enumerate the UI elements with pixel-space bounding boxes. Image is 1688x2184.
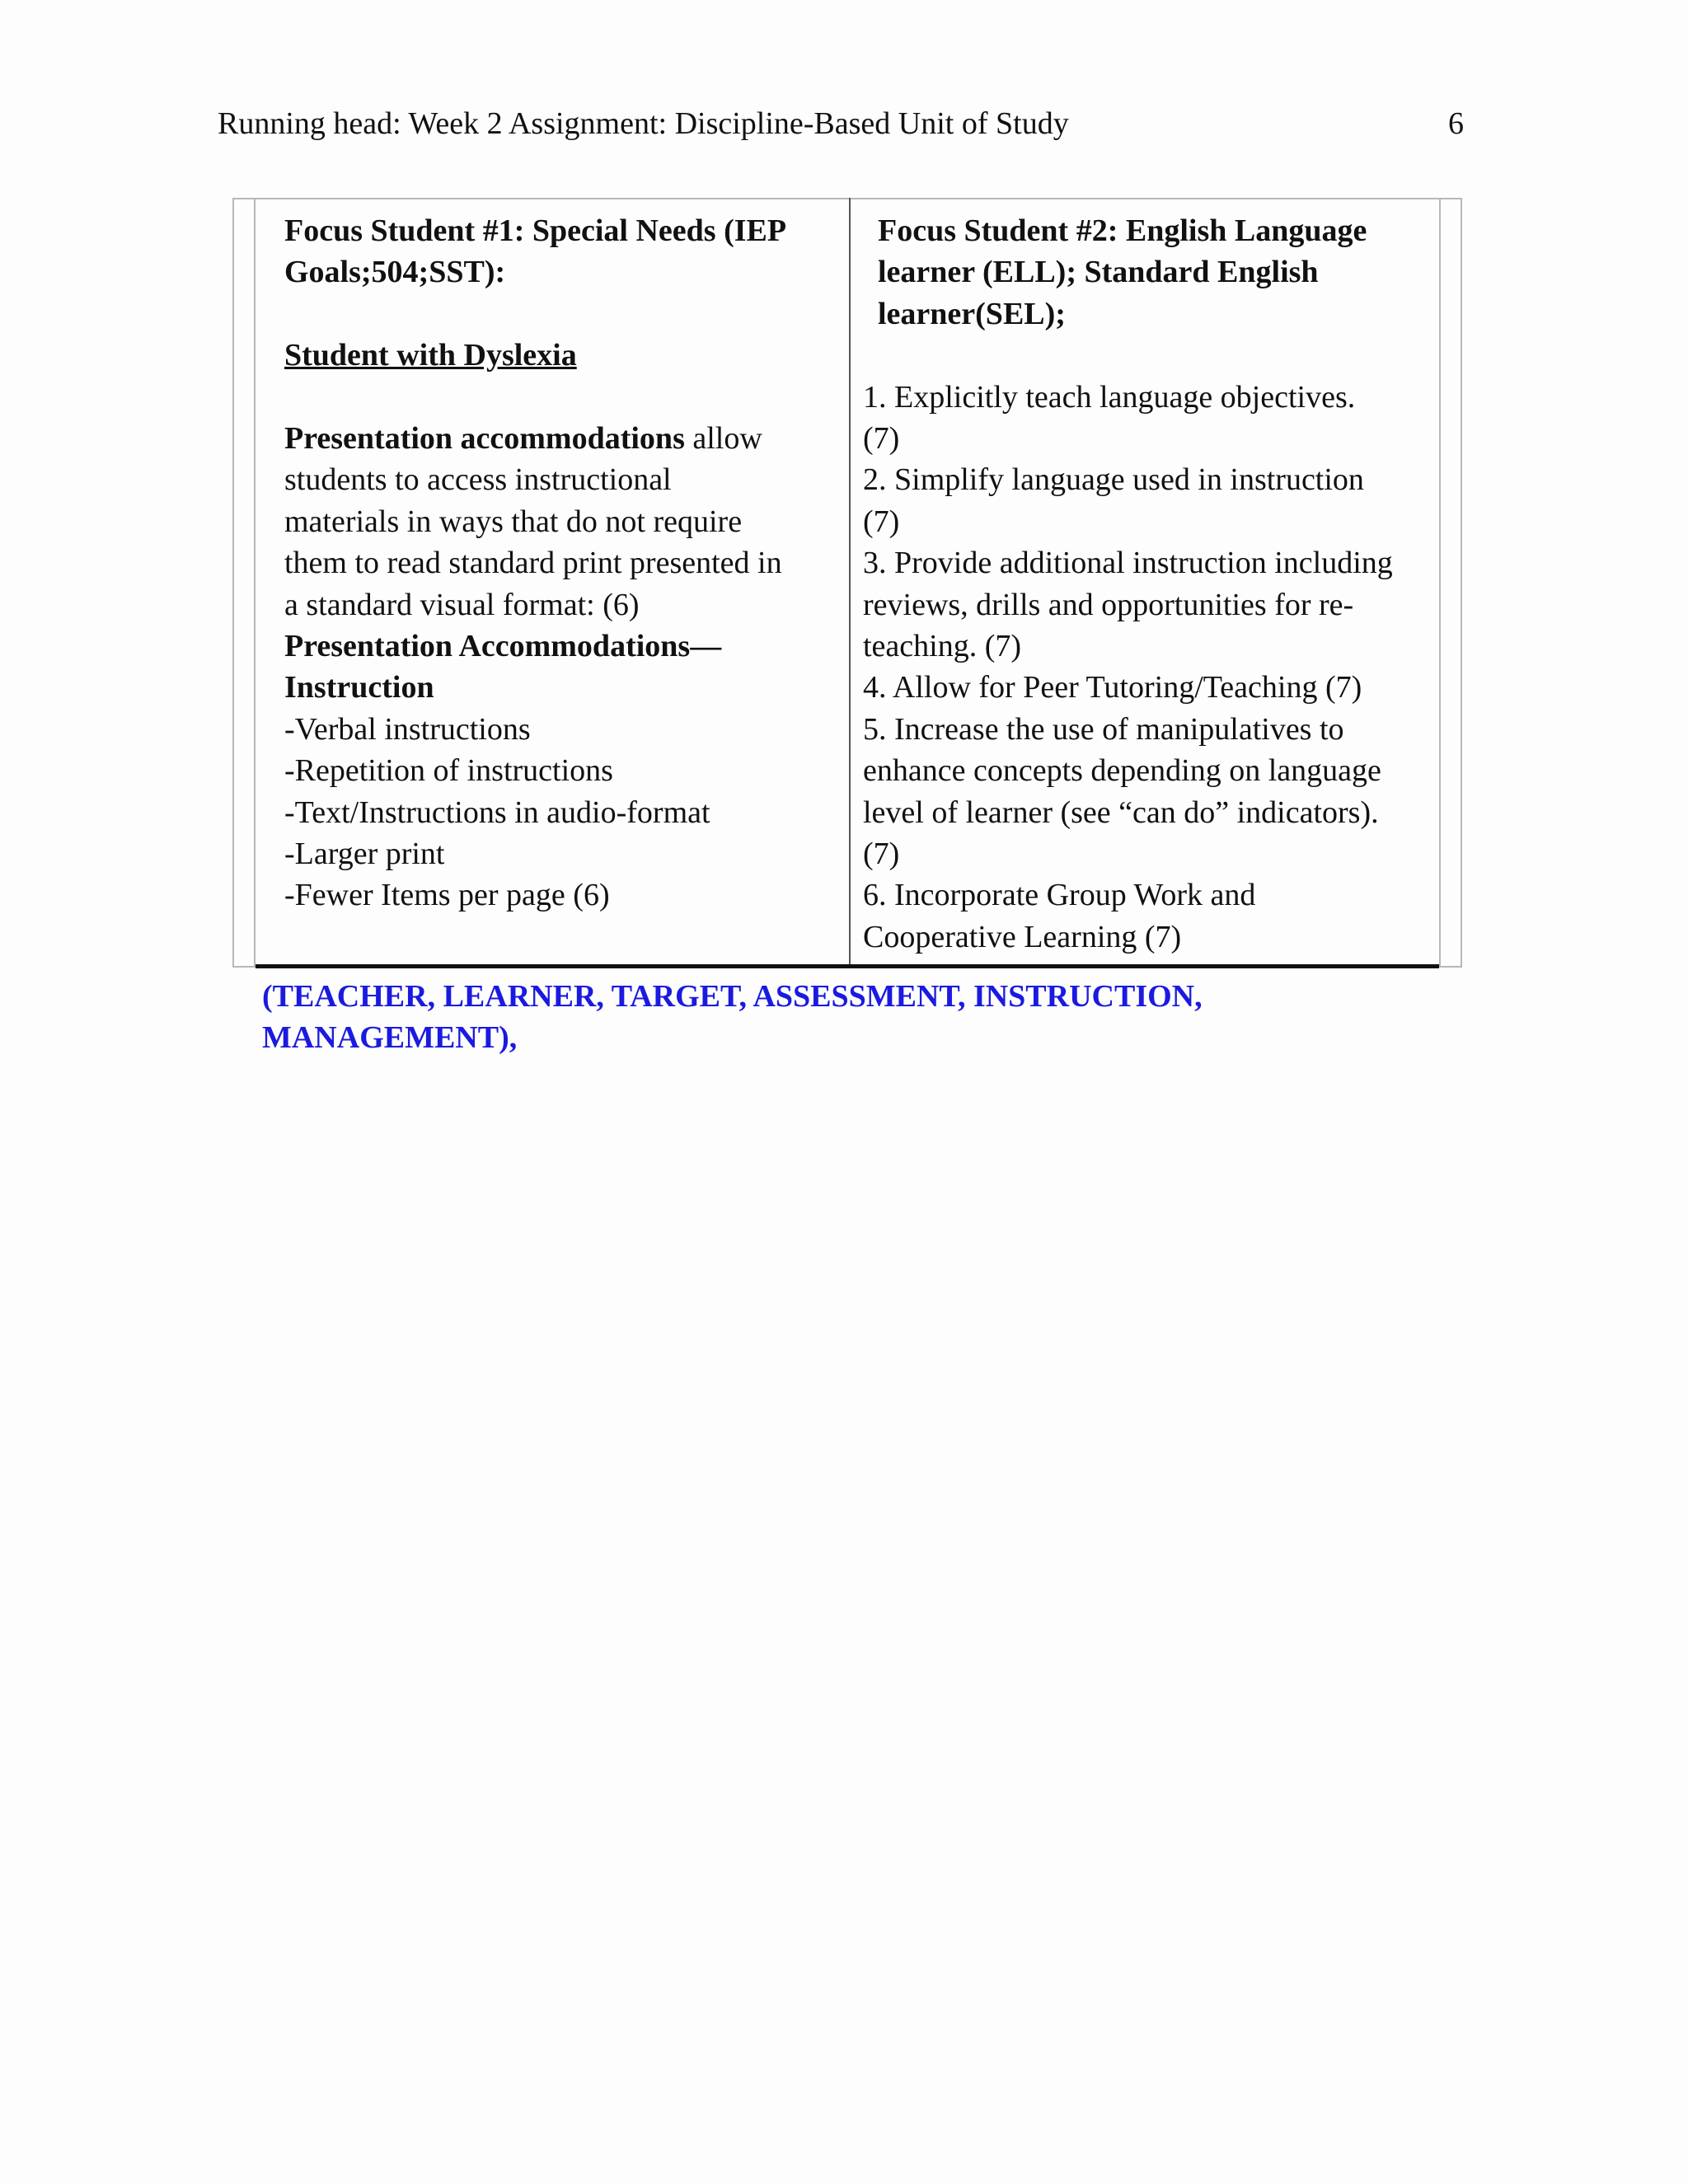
intro-line: students to access instructional — [284, 462, 672, 498]
cell-heading-line: Focus Student #1: Special Needs (IEP — [284, 213, 787, 248]
strategy-line: 1. Explicitly teach language objectives. — [863, 379, 1356, 415]
strategy-line: teaching. (7) — [863, 629, 1022, 664]
strategy-line: Cooperative Learning (7) — [863, 919, 1182, 954]
table-bottom-rule — [256, 964, 1439, 968]
section-heading-line: Presentation Accommodations— — [284, 629, 722, 664]
strategy-line: level of learner (see “can do” indicators). — [863, 794, 1379, 830]
strategy-line: 5. Increase the use of manipulatives to — [863, 711, 1344, 747]
framework-note-line: MANAGEMENT), — [262, 1020, 518, 1056]
table-right-rail — [1439, 198, 1462, 968]
intro-first-word: allow — [692, 421, 762, 456]
strategy-line: (7) — [863, 504, 900, 539]
list-item: -Text/Instructions in audio-format — [284, 794, 710, 830]
strategy-line: enhance concepts depending on language — [863, 753, 1381, 789]
table-left-rail — [232, 198, 256, 968]
list-item: -Verbal instructions — [284, 711, 531, 747]
list-item: -Fewer Items per page (6) — [284, 878, 610, 913]
cell-heading-line: learner (ELL); Standard English — [878, 255, 1319, 290]
strategy-line: 4. Allow for Peer Tutoring/Teaching (7) — [863, 670, 1362, 705]
page-header — [218, 99, 1464, 148]
running-head: Running head: Week 2 Assignment: Discipline-Based Unit of Study — [218, 106, 1069, 141]
strategy-line: 2. Simplify language used in instruction — [863, 462, 1364, 498]
cell-heading-line: learner(SEL); — [878, 296, 1066, 331]
strategy-line: (7) — [863, 837, 900, 872]
framework-note — [262, 976, 1334, 1059]
cell-heading-line: Goals;504;SST): — [284, 255, 506, 290]
strategy-line: 3. Provide additional instruction including — [863, 546, 1393, 581]
intro-line: a standard visual format: (6) — [284, 587, 640, 622]
subheading-dyslexia: Student with Dyslexia — [284, 338, 577, 373]
intro-line: them to read standard print presented in — [284, 546, 782, 581]
column-divider — [849, 198, 851, 968]
list-item: -Larger print — [284, 837, 445, 872]
page-number: 6 — [1448, 106, 1464, 141]
intro-line — [284, 418, 828, 459]
strategy-line: (7) — [863, 421, 900, 457]
strategy-line: reviews, drills and opportunities for re- — [863, 587, 1354, 622]
intro-line: materials in ways that do not require — [284, 504, 743, 539]
list-item: -Repetition of instructions — [284, 753, 613, 789]
focus-student-2-cell — [863, 210, 1432, 958]
intro-bold-term: Presentation accommodations — [284, 421, 685, 456]
cell-heading-line: Focus Student #2: English Language — [878, 213, 1367, 248]
strategy-line: 6. Incorporate Group Work and — [863, 878, 1256, 913]
section-heading-line: Instruction — [284, 670, 434, 705]
focus-student-1-cell — [284, 210, 828, 916]
framework-note-line: (TEACHER, LEARNER, TARGET, ASSESSMENT, INSTRUCTION, — [262, 979, 1203, 1014]
